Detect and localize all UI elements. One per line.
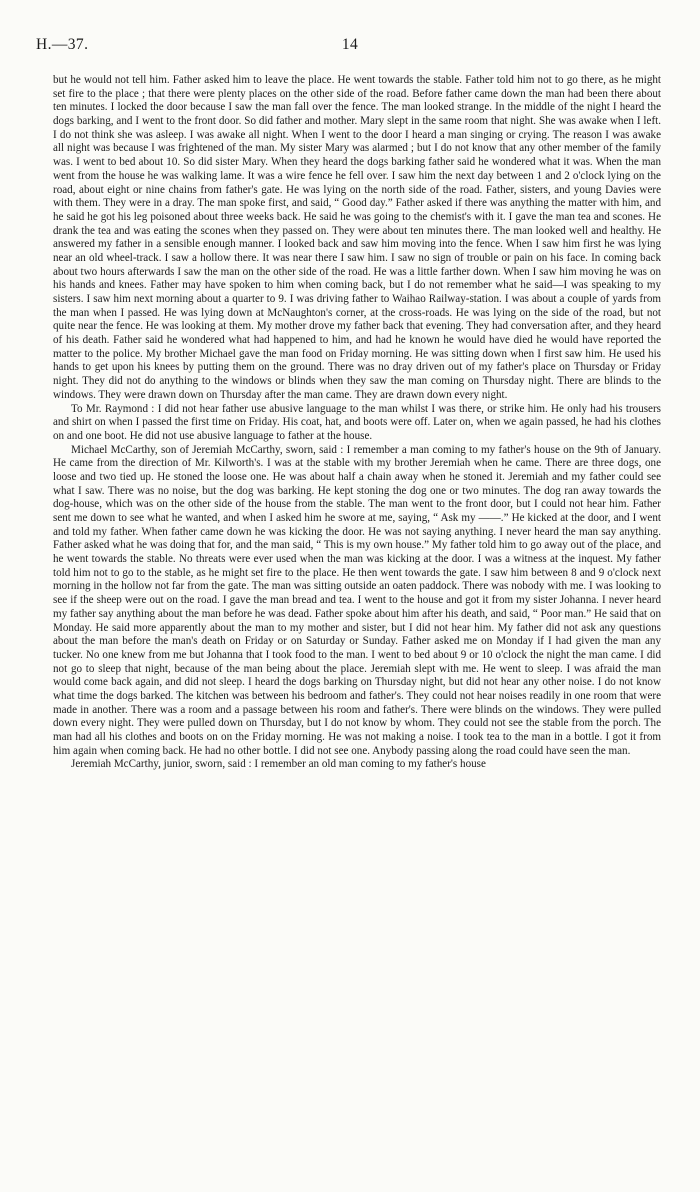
paragraph-1: but he would not tell him. Father asked him to leave the place. He went towards the stable. Father told him not to go there, as he might set fire to the place ; that there were plenty places on the other side of the road. Before father came down the man had been there about ten minutes. I locked the door because I saw the man fall over the fence. The man looked strange. In the middle of the night I heard the dogs barking, and I went to the front door. So did father and mother. Mary slept in the same room that night. She was awake when I left. I do not think she was asleep. I was awake all night. When I went to the door I heard a man singing or crying. The reason I was awake all night was because I was frightened of the man. My sister Mary was alarmed ; but I do not know that any other member of the family was. I went to bed about 10. So did sister Mary. When they heard the dogs barking father said he wondered what it was. When the man went from the house he was walking lame. It was a wire fence he fell over. I saw him the next day between 1 and 2 o'clock lying on the road, about eight or nine chains from father's gate. He was lying on the north side of the road. Father, sisters, and young Davies were with them. They were in a dray. The man spoke first, and said, “ Good day.” Father asked if there was anything the matter with him, and he said he got his leg poisoned about three weeks back. He said he was going to the chemist's with it. I gave the man tea and scones. He drank the tea and was eating the scones when they passed on. They were about ten minutes there. The man looked well and healthy. He answered my father in a sensible enough manner. I looked back and saw him moving into the fence. When I saw him first he was lying near an old wheel-track. I saw a hollow there. It was near there I saw him. I saw no sign of trouble or pain on his face. In coming back about two hours afterwards I saw the man on the other side of the road. He was a little farther down. When I saw him moving he was on his hands and knees. Father may have spoken to him when coming back, but I do not remember what he said—I was speaking to my sisters. I saw him next morning about a quarter to 9. I was driving father to Waihao Railway-station. I was about a couple of yards from the man when I passed. He was lying down at McNaughton's corner, at the cross-roads. He was lying on the side of the road, but not quite near the fence. He was looking at them. My mother drove my father back that evening. They had conversation after, and they heard of his death. Father said he wondered what had happened to him, and had he known he would have died he would have reported the matter to the police. My brother Michael gave the man food on Friday morning. He was sitting down when I first saw him. He used his hands to get upon his knees by putting them on the ground. There was no dray driven out of my father's place on Thursday or Friday night. They did not do anything to the windows or blinds when they saw the man coming on Thursday night. There are blinds to the windows. They were drawn down on Thursday after the man came. They are drawn down every night.: [53, 74, 661, 401]
paragraph-2: To Mr. Raymond : I did not hear father use abusive language to the man whilst I was there, or strike him. He only had his trousers and shirt on when I passed the first time on Friday. His coat, hat, and boots were off. Later on, when we again passed, he had his clothes on and one boot. He did not use abusive language to father at the house.: [53, 402, 661, 442]
page-number: 14: [341, 36, 359, 53]
document-body: [53, 74, 661, 772]
document-reference: H.—37.: [36, 36, 89, 53]
page-header: [36, 36, 664, 58]
paragraph-4: Jeremiah McCarthy, junior, sworn, said : I remember an old man coming to my father's house: [71, 758, 486, 771]
paragraph-3: Michael McCarthy, son of Jeremiah McCarthy, sworn, said : I remember a man coming to my father's house on the 9th of January. He came from the direction of Mr. Kilworth's. I was at the stable with my brother Jeremiah when he came. There are three dogs, one loose and two tied up. He stoned the loose one. He was about half a chain away when he stoned it. Jeremiah and my father could see what I saw. There was no noise, but the dog was barking. He kept stoning the dog one or two minutes. The dog ran away towards the dog-house, which was on the other side of the house from the stable. The man went to the front door, but I could not hear him. Father sent me down to see what he wanted, and when I asked him he swore at me, saying, “ Ask my ——.” He kicked at the door, and I went and told my father. When father came down he was kicking the door. He was not saying anything. I never heard the man say anything. Father asked what he was doing that for, and the man said, “ This is my own house.” My father told him to go away out of the place, and he went towards the stable. No threats were ever used when the man was kicking at the door. I was a witness at the inquest. My father told him not to go to the stable, as he might set fire to the place. He then went towards the gate. I saw him between 8 and 9 o'clock next morning in the hollow not far from the gate. The man was sitting outside an oaten paddock. There was nobody with me. I was looking to see if the sheep were out on the road. I gave the man bread and tea. I went to the house and got it from my sister Johanna. I never heard my father say anything about the man before he was dead. Father spoke about him after his death, and said, “ Poor man.” He said that on Monday. He said more apparently about the man to my mother and sister, but I did not hear him. My father did not ask any questions about the man before the man's death on Friday or on Saturday or Sunday. Father asked me on Monday if I had given the man any tucker. No one knew from me but Johanna that I took food to the man. I went to bed about 9 or 10 o'clock the night the man came. I did not go to sleep that night, because of the man being about the place. Jeremiah slept with me. He went to sleep. I was afraid the man would come back again, and did not sleep. I heard the dogs barking on Thursday night, but did not hear any other noise. I do not know what time the dogs barked. The kitchen was between his bedroom and father's. They could not hear noises readily in one room that were made in another. There was a room and a passage between his room and father's. There were blinds on the windows. They were pulled down every night. They were pulled down on Thursday, but I do not know by whom. They could not see the stable from the porch. The man had all his clothes and boots on on the Friday morning. He was not making a noise. I took tea to the man in a bottle. I got it from him again when coming back. He had no other bottle. I did not see one. Anybody passing along the road could have seen the man.: [53, 443, 661, 757]
